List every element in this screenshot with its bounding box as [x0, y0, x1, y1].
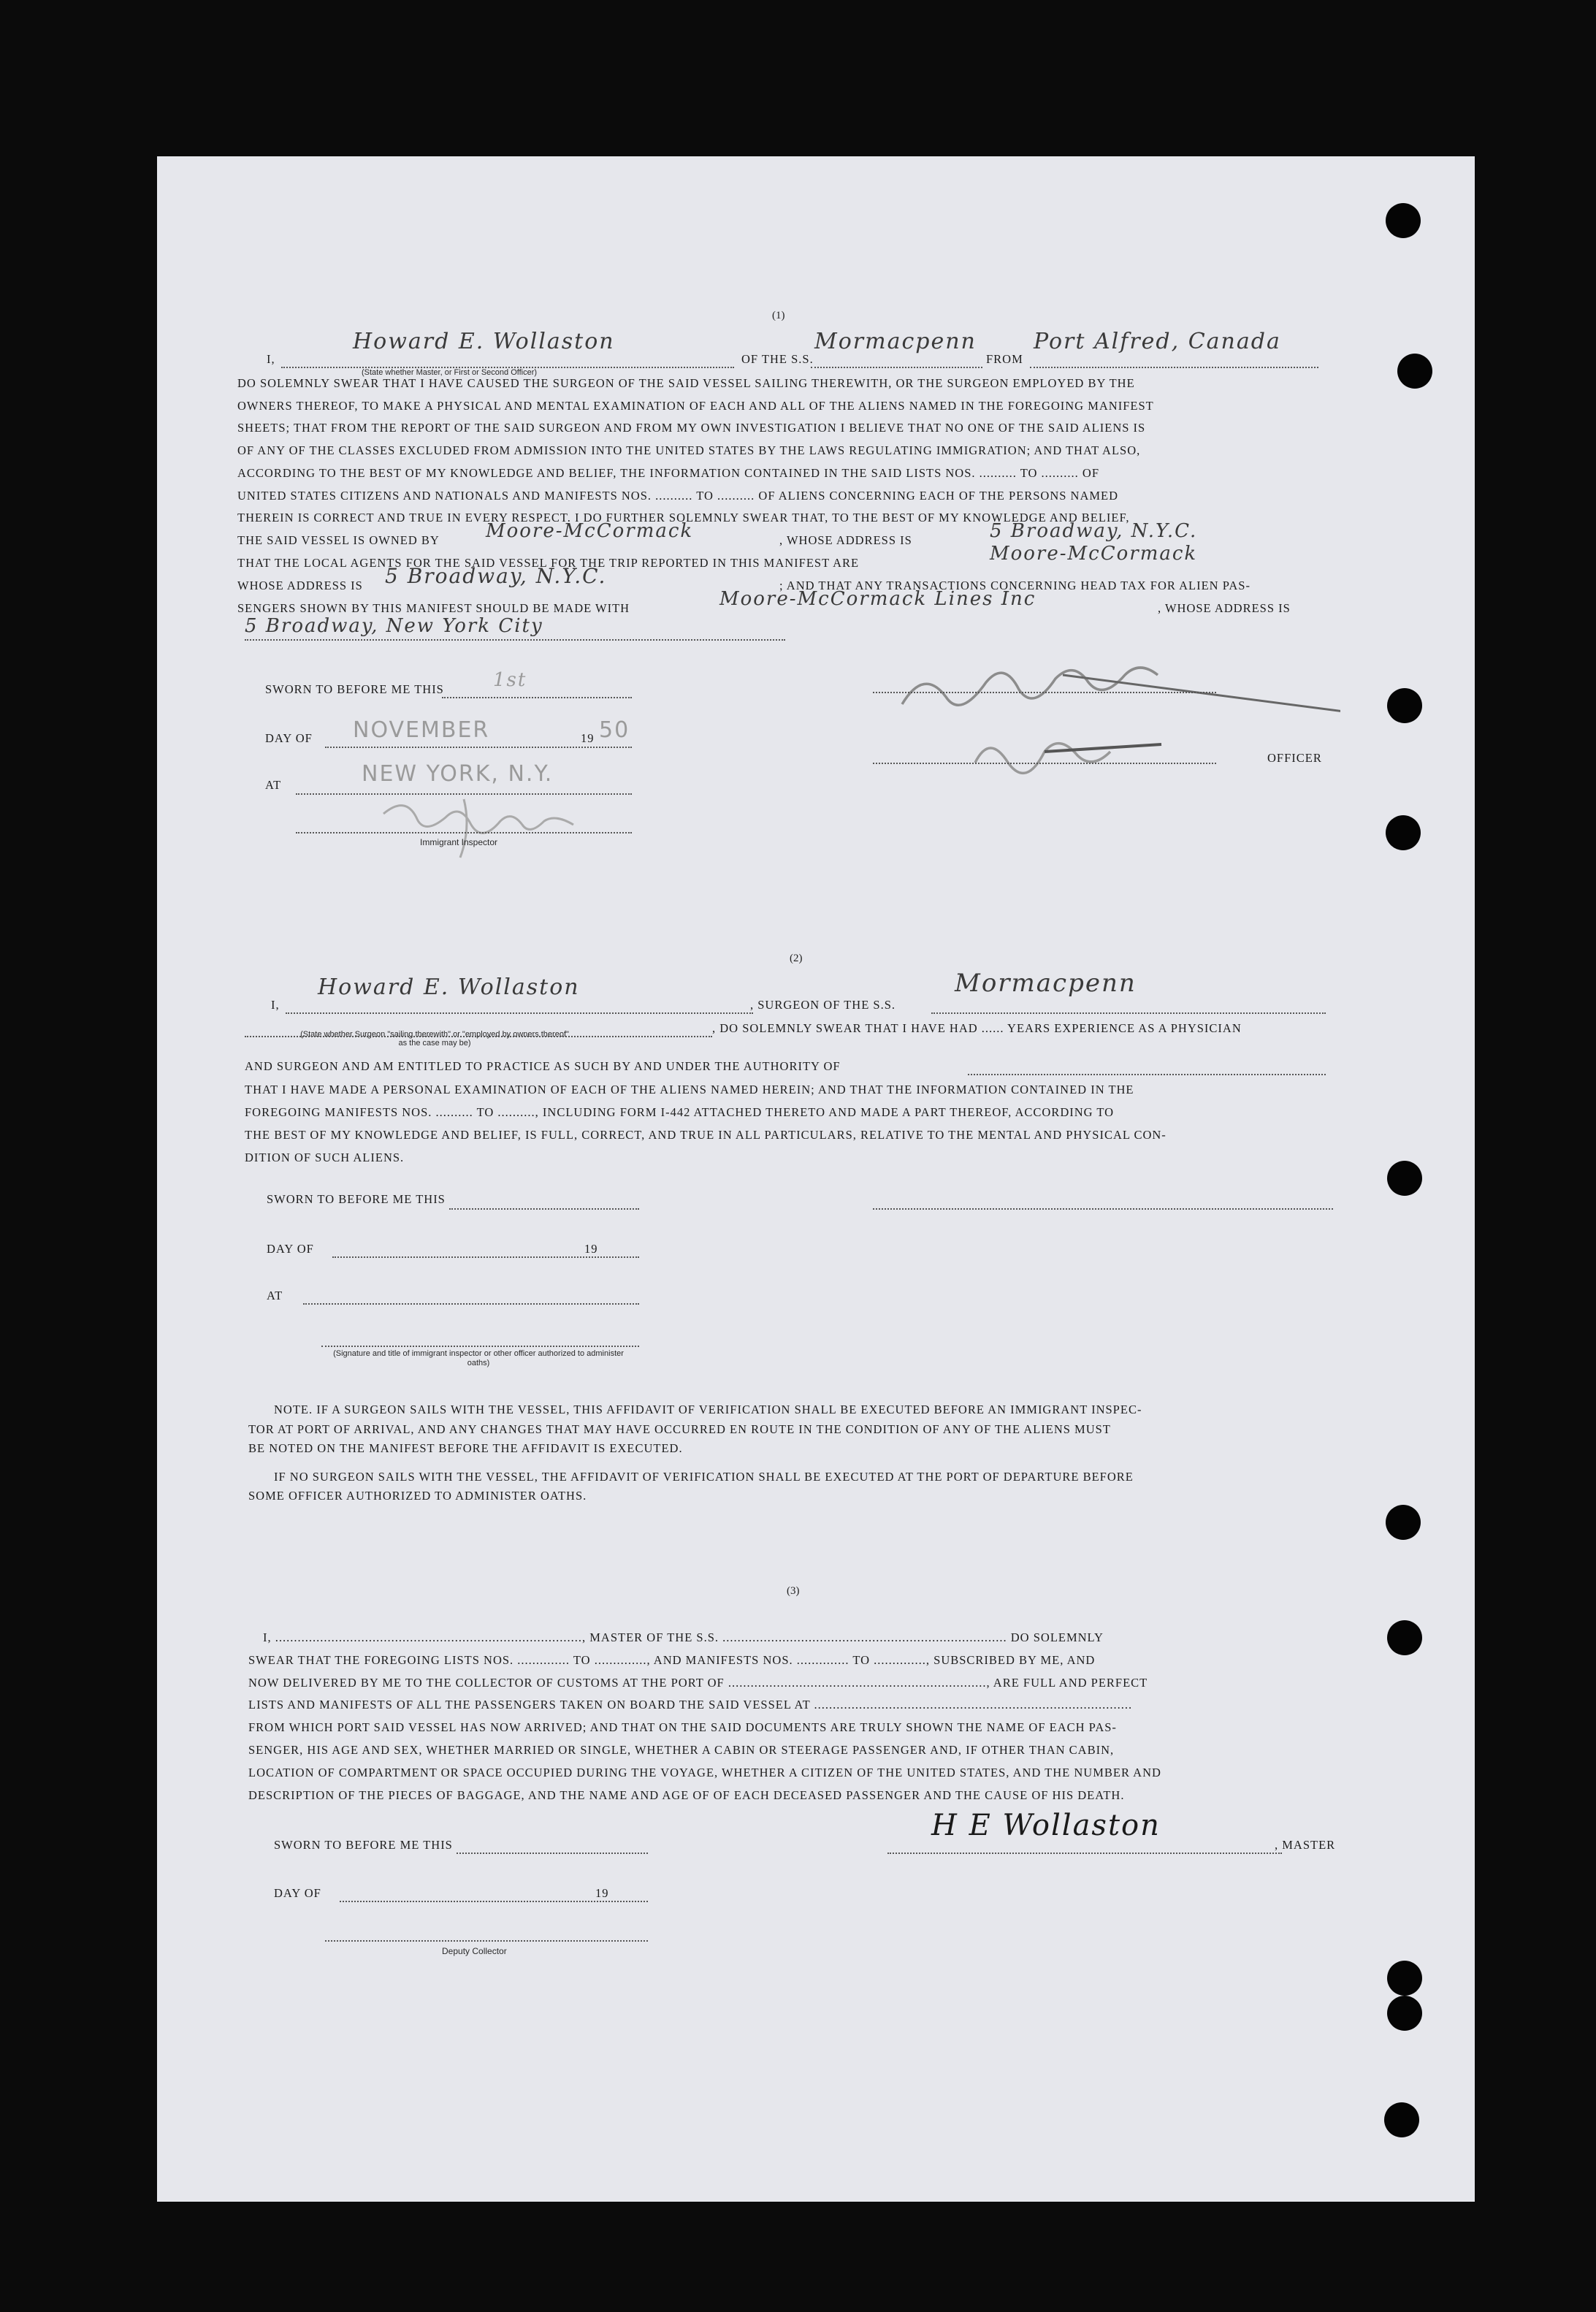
affidavit-3-number: (3) — [787, 1585, 800, 1597]
affidavit-1-line: ACCORDING TO THE BEST OF MY KNOWLEDGE AND BELIEF, THE INFORMATION CONTAINED IN THE SAID LISTS NOS. .......... TO .......... OF — [237, 466, 1099, 480]
affidavit-2-line: AND SURGEON AND AM ENTITLED TO PRACTICE AS SUCH BY AND UNDER THE AUTHORITY OF — [245, 1059, 841, 1073]
day-label-2: DAY OF — [267, 1242, 314, 1256]
punch-hole — [1387, 1961, 1422, 1996]
at-label-2: AT — [267, 1289, 283, 1302]
punch-hole — [1387, 688, 1422, 723]
note-line: NOTE. IF A SURGEON SAILS WITH THE VESSEL, THIS AFFIDAVIT OF VERIFICATION SHALL BE EXECUTED BEFORE AN IMMIGRANT INSPEC- — [274, 1403, 1142, 1416]
owned-by-handwritten: Moore-McCormack — [486, 520, 694, 542]
day-label-1: DAY OF — [265, 731, 313, 745]
master-name-handwritten: Howard E. Wollaston — [353, 329, 615, 354]
head-tax-address-handwritten: 5 Broadway, New York City — [245, 615, 543, 637]
affidavit-1-line: UNITED STATES CITIZENS AND NATIONALS AND MANIFESTS NOS. .......... TO .......... OF ALIENS CONCERNING EACH OF THE PERSONS NAMED — [237, 489, 1119, 503]
affidavit-3-line: LISTS AND MANIFESTS OF ALL THE PASSENGERS TAKEN ON BOARD THE SAID VESSEL AT ..................................................................................... — [248, 1698, 1133, 1712]
affidavit-2-number: (2) — [790, 953, 803, 964]
sworn-label-1: SWORN TO BEFORE ME THIS — [265, 682, 444, 696]
punch-hole — [1387, 1161, 1422, 1196]
master-label: , MASTER — [1275, 1838, 1336, 1852]
affidavit-3-line: SWEAR THAT THE FOREGOING LISTS NOS. .............. TO .............., AND MANIFESTS NOS. .............. TO .............., SUBSCRIBED BY ME, AND — [248, 1653, 1096, 1667]
year-suffix-stamp: 50 — [599, 717, 630, 743]
sworn-label-2: SWORN TO BEFORE ME THIS — [267, 1192, 446, 1206]
sig-caption-2: (Signature and title of immigrant inspector or other officer authorized to administer oaths) — [333, 1349, 624, 1367]
affidavit-2-line: THE BEST OF MY KNOWLEDGE AND BELIEF, IS FULL, CORRECT, AND TRUE IN ALL PARTICULARS, RELATIVE TO THE MENTAL AND PHYSICAL CON- — [245, 1128, 1167, 1142]
affidavit-3-line: I, .................................................................................., MASTER OF THE S.S. ............................................................................ DO SOLEMNLY — [263, 1630, 1104, 1644]
inspector-signature — [376, 785, 588, 865]
affidavit-3-line: NOW DELIVERED BY ME TO THE COLLECTOR OF CUSTOMS AT THE PORT OF ....................................................................., ARE FULL AND PERFECT — [248, 1676, 1148, 1690]
state-hint: (State whether Master, or First or Second Officer) — [362, 368, 538, 377]
head-tax-with-label: SENGERS SHOWN BY THIS MANIFEST SHOULD BE MADE WITH — [237, 601, 630, 615]
officer-label: OFFICER — [1267, 751, 1322, 765]
head-tax-with-handwritten: Moore-McCormack Lines Inc — [719, 588, 1036, 610]
punch-hole — [1386, 815, 1421, 850]
surgeon-of-label: , SURGEON OF THE S.S. — [750, 998, 896, 1012]
local-agents-label: THAT THE LOCAL AGENTS FOR THE SAID VESSEL FOR THE TRIP REPORTED IN THIS MANIFEST ARE — [237, 556, 860, 570]
affidavit-2-i-label: I, — [271, 998, 280, 1012]
year-prefix-3: 19 — [595, 1886, 609, 1900]
note-line: SOME OFFICER AUTHORIZED TO ADMINISTER OATHS. — [248, 1489, 587, 1503]
owned-by-label: THE SAID VESSEL IS OWNED BY — [237, 533, 440, 547]
year-prefix-1: 19 — [581, 731, 595, 745]
surgeon-name-handwritten: Howard E. Wollaston — [318, 974, 580, 1000]
month-stamp: NOVEMBER — [353, 717, 490, 743]
master-signature: H E Wollaston — [931, 1809, 1161, 1842]
at-label-1: AT — [265, 778, 282, 792]
affidavit-2-line: FOREGOING MANIFESTS NOS. .......... TO .........., INCLUDING FORM I-442 ATTACHED THERETO AND MADE A PART THEREOF, ACCORDING TO — [245, 1105, 1115, 1119]
agent-address-handwritten: 5 Broadway, N.Y.C. — [385, 564, 607, 588]
whose-address-is-label: , WHOSE ADDRESS IS — [1158, 601, 1291, 615]
punch-hole — [1387, 1996, 1422, 2031]
from-port-handwritten: Port Alfred, Canada — [1034, 329, 1281, 354]
affidavit-1-line: OWNERS THEREOF, TO MAKE A PHYSICAL AND MENTAL EXAMINATION OF EACH AND ALL OF THE ALIENS NAMED IN THE FOREGOING MANIFEST — [237, 399, 1154, 413]
punch-hole — [1384, 2102, 1419, 2137]
manifest-affidavit-page — [157, 156, 1475, 2202]
affidavit-1-line: OF ANY OF THE CLASSES EXCLUDED FROM ADMISSION INTO THE UNITED STATES BY THE LAWS REGULATING IMMIGRATION; AND THAT ALSO, — [237, 443, 1141, 457]
head-tax-label: ; AND THAT ANY TRANSACTIONS CONCERNING HEAD TAX FOR ALIEN PAS- — [779, 579, 1251, 592]
affidavit-1-line: SHEETS; THAT FROM THE REPORT OF THE SAID SURGEON AND FROM MY OWN INVESTIGATION I BELIEVE THAT NO ONE OF THE SAID ALIENS IS — [237, 421, 1146, 435]
owner-address-handwritten: 5 Broadway, N.Y.C. — [990, 520, 1198, 542]
affidavit-2-line: DITION OF SUCH ALIENS. — [245, 1151, 405, 1164]
affidavit-1-line: THEREIN IS CORRECT AND TRUE IN EVERY RESPECT. I DO FURTHER SOLEMNLY SWEAR THAT, TO THE BEST OF MY KNOWLEDGE AND BELIEF, — [237, 511, 1130, 524]
punch-hole — [1386, 203, 1421, 238]
affidavit-3-line: SENGER, HIS AGE AND SEX, WHETHER MARRIED OR SINGLE, WHETHER A CABIN OR STEERAGE PASSENGER AND, IF OTHER THAN CABIN, — [248, 1743, 1115, 1757]
affidavit-2-line: THAT I HAVE MADE A PERSONAL EXAMINATION OF EACH OF THE ALIENS NAMED HEREIN; AND THAT THE INFORMATION CONTAINED IN THE — [245, 1083, 1134, 1096]
agents-handwritten: Moore-McCormack — [990, 543, 1198, 565]
surgeon-state-hint: (State whether Surgeon "sailing therewith" or "employed by owners thereof" as the case may be) — [300, 1030, 569, 1048]
year-prefix-2: 19 — [584, 1242, 598, 1256]
affidavit-2-line-1: , DO SOLEMNLY SWEAR THAT I HAVE HAD ...... YEARS EXPERIENCE AS A PHYSICIAN — [712, 1021, 1242, 1035]
affidavit-3-line: DESCRIPTION OF THE PIECES OF BAGGAGE, AND THE NAME AND AGE OF OF EACH DECEASED PASSENGER AND THE CAUSE OF HIS DEATH. — [248, 1788, 1125, 1802]
place-stamp: NEW YORK, N.Y. — [362, 761, 554, 787]
inspector-caption: Immigrant Inspector — [420, 837, 498, 847]
affidavit-1-number: (1) — [772, 310, 785, 321]
punch-hole — [1386, 1505, 1421, 1540]
vessel-name-handwritten: Mormacpenn — [814, 329, 977, 354]
sworn-day-stamp: 1st — [493, 669, 527, 691]
affidavit-1-line: DO SOLEMNLY SWEAR THAT I HAVE CAUSED THE SURGEON OF THE SAID VESSEL SAILING THEREWITH, OR THE SURGEON EMPLOYED BY THE — [237, 376, 1135, 390]
sworn-label-3: SWORN TO BEFORE ME THIS — [274, 1838, 453, 1852]
note-line: IF NO SURGEON SAILS WITH THE VESSEL, THE AFFIDAVIT OF VERIFICATION SHALL BE EXECUTED AT THE PORT OF DEPARTURE BEFORE — [274, 1470, 1134, 1484]
affidavit-3-line: LOCATION OF COMPARTMENT OR SPACE OCCUPIED DURING THE VOYAGE, WHETHER A CITIZEN OF THE UNITED STATES, AND THE NUMBER AND — [248, 1766, 1161, 1779]
note-line: TOR AT PORT OF ARRIVAL, AND ANY CHANGES THAT MAY HAVE OCCURRED EN ROUTE IN THE CONDITION OF ANY OF THE ALIENS MUST — [248, 1422, 1111, 1436]
from-label: FROM — [986, 352, 1023, 366]
note-line: BE NOTED ON THE MANIFEST BEFORE THE AFFIDAVIT IS EXECUTED. — [248, 1441, 683, 1455]
whose-address-label: , WHOSE ADDRESS IS — [779, 533, 912, 547]
affidavit-3-line: FROM WHICH PORT SAID VESSEL HAS NOW ARRIVED; AND THAT ON THE SAID DOCUMENTS ARE TRULY SHOWN THE NAME OF EACH PAS- — [248, 1720, 1117, 1734]
of-ss-label: OF THE S.S. — [741, 352, 814, 366]
day-label-3: DAY OF — [274, 1886, 321, 1900]
affidavit-1-i-label: I, — [267, 352, 275, 366]
agent-address-label: WHOSE ADDRESS IS — [237, 579, 363, 592]
surgeon-vessel-handwritten: Mormacpenn — [955, 969, 1137, 998]
collector-caption: Deputy Collector — [442, 1946, 507, 1956]
